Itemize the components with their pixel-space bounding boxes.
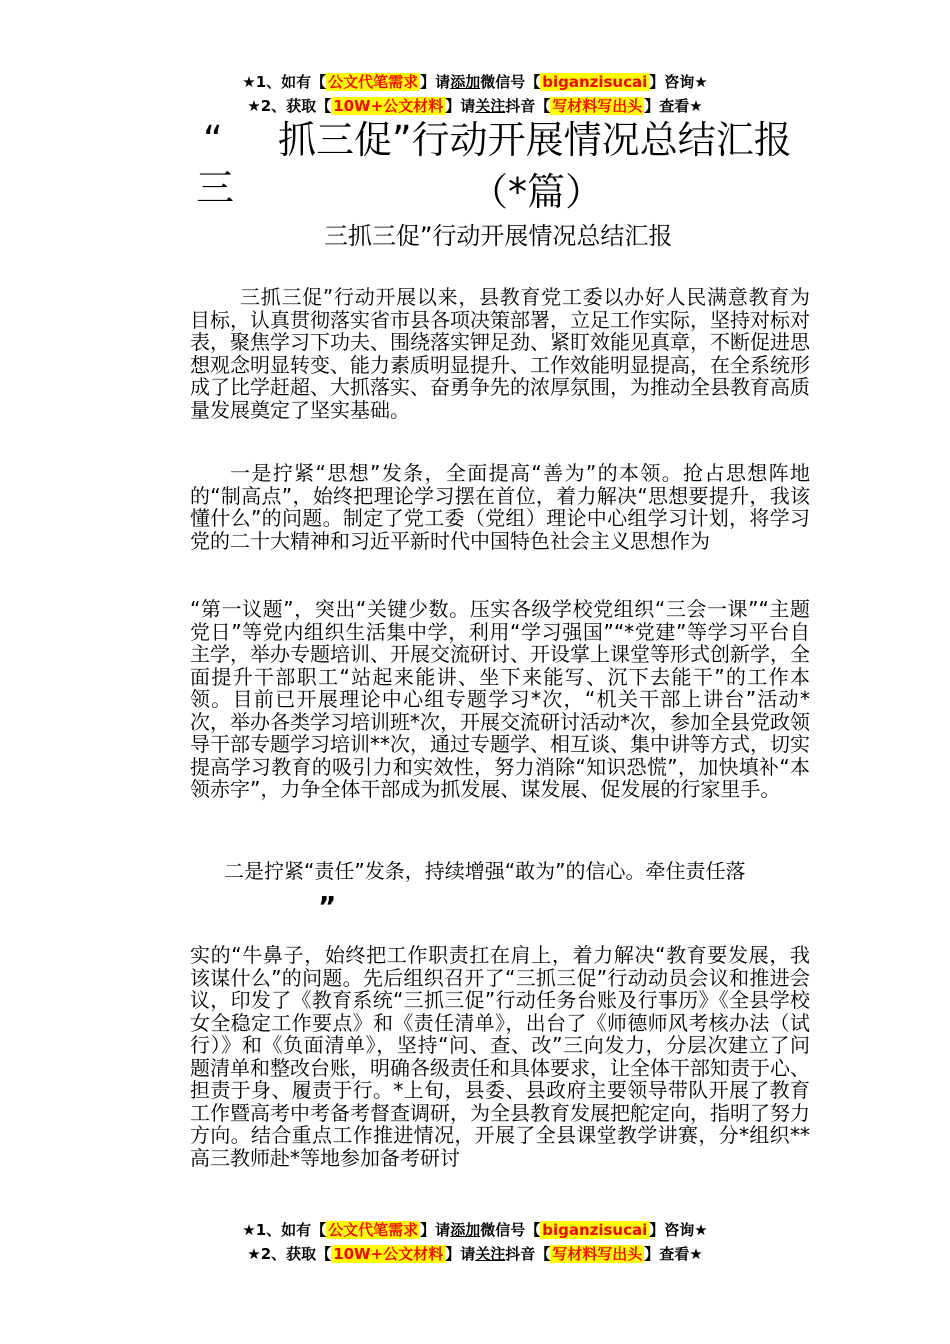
banner-highlight: 写材料写出头 — [552, 1245, 643, 1263]
stray-quote-mark: ” — [318, 890, 337, 923]
promo-banner-bottom-line2 — [0, 1244, 950, 1264]
banner-underlined: 关注 — [475, 1245, 506, 1263]
banner-text: 】咨询★ — [649, 1221, 708, 1239]
paragraph-study: “第一议题”，突出“关键少数。压实各级学校党组织“三会一课”“主题党日”等党内组织生活集中学，利用“学习强国”“*党建”等学习平台自主学，举办专题培训、开展交流研讨、开设掌上课堂等形式创新学，全面提升干部职工“站起来能讲、坐下来能写、沉下去能干”的工作本领。目前已开展理论中心组专题学习*次，“机关干部上讲台”活动*次，举办各类学习培训班*次，开展交流研讨活动*次，参加全县党政领导干部专题学习培训**次，通过专题学、相互谈、集中讲等方式，切实提高学习教育的吸引力和实效性，努力消除“知识恐慌”，加快填补“本领赤字”，力争全体干部成为抓发展、谋发展、促发展的行家里手。 — [190, 597, 810, 801]
paragraph-responsibility-lead: 二是拧紧“责任”发条，持续增强“敢为”的信心。牵住责任落 — [224, 859, 746, 883]
banner-text: 微信号【 — [480, 1221, 541, 1239]
banner-text: 】请 — [445, 97, 476, 115]
banner-highlight: biganzisucai — [542, 1221, 648, 1239]
title-quote-mark: “ — [203, 118, 223, 162]
banner-text: 】查看★ — [644, 1245, 703, 1263]
banner-text: ★1、如有【 — [242, 73, 327, 91]
page-title: 抓三促”行动开展情况总结汇报 — [278, 118, 792, 162]
promo-banner-top-line1 — [0, 72, 950, 92]
paragraph-responsibility: 实的“牛鼻子，始终把工作职责扛在肩上，着力解决“教育要发展，我该谋什么”的问题。先后组织召开了“三抓三促”行动动员会议和推进会议，印发了《教育系统“三抓三促”行动任务台账及行事历》《全县学校女全稳定工作要点》和《责任清单》，出台了《师德师风考核办法（试行）》和《负面清单》，坚持“问、查、改”三向发力，分层次建立了问题清单和整改台账，明确各级责任和具体要求，让全体干部知责于心、担责于身、履责于行。*上旬，县委、县政府主要领导带队开展了教育工作暨高考中考备考督查调研，为全县教育发展把舵定向，指明了努力方向。结合重点工作推进情况，开展了全县课堂教学讲赛，分*组织**高三教师赴*等地参加备考研讨 — [190, 943, 810, 1170]
banner-text: 】请 — [445, 1245, 476, 1263]
paragraph-intro: 三抓三促”行动开展以来，县教育党工委以办好人民满意教育为目标，认真贯彻落实省市县各项决策部署，立足工作实际，坚持对标对表，聚焦学习下功夫、围绕落实钾足劲、紧盯效能见真章，不断促进思想观念明显转变、能力素质明显提升、工作效能明显提高，在全系统形成了比学赶超、大抓落实、奋勇争先的浓厚氛围，为推动全县教育高质量发展奠定了坚实基础。 — [190, 285, 810, 422]
banner-highlight: 写材料写出头 — [552, 97, 643, 115]
banner-text: 】请 — [420, 1221, 451, 1239]
banner-text: 微信号【 — [480, 73, 541, 91]
page-subtitle: 三抓三促”行动开展情况总结汇报 — [324, 222, 673, 250]
banner-text: ★2、获取【 — [247, 97, 332, 115]
banner-underlined: 添加 — [450, 73, 481, 91]
banner-text: ★2、获取【 — [247, 1245, 332, 1263]
banner-highlight: 公文代笔需求 — [328, 1221, 419, 1239]
banner-underlined: 添加 — [450, 1221, 481, 1239]
paragraph-thought: 一是拧紧“思想”发条，全面提高“善为”的本领。抢占思想阵地的“制高点”，始终把理论学习摆在首位，着力解决“思想要提升，我该懂什么”的问题。制定了党工委（党组）理论中心组学习计划，将学习党的二十大精神和习近平新时代中国特色社会主义思想作为 — [190, 461, 810, 553]
banner-text: 】请 — [420, 73, 451, 91]
banner-underlined: 关注 — [475, 97, 506, 115]
banner-highlight: 公文代笔需求 — [328, 73, 419, 91]
promo-banner-top-line2 — [0, 96, 950, 116]
banner-text: 】咨询★ — [649, 73, 708, 91]
banner-text: 】查看★ — [644, 97, 703, 115]
banner-highlight: 10W+公文材料 — [333, 97, 444, 115]
banner-highlight: 10W+公文材料 — [333, 1245, 444, 1263]
banner-highlight: biganzisucai — [542, 73, 648, 91]
banner-text: 抖音【 — [505, 97, 551, 115]
page-title-suffix: （*篇） — [470, 170, 604, 214]
banner-text: ★1、如有【 — [242, 1221, 327, 1239]
title-first-char: 三 — [196, 166, 235, 210]
banner-text: 抖音【 — [505, 1245, 551, 1263]
promo-banner-bottom-line1 — [0, 1220, 950, 1240]
